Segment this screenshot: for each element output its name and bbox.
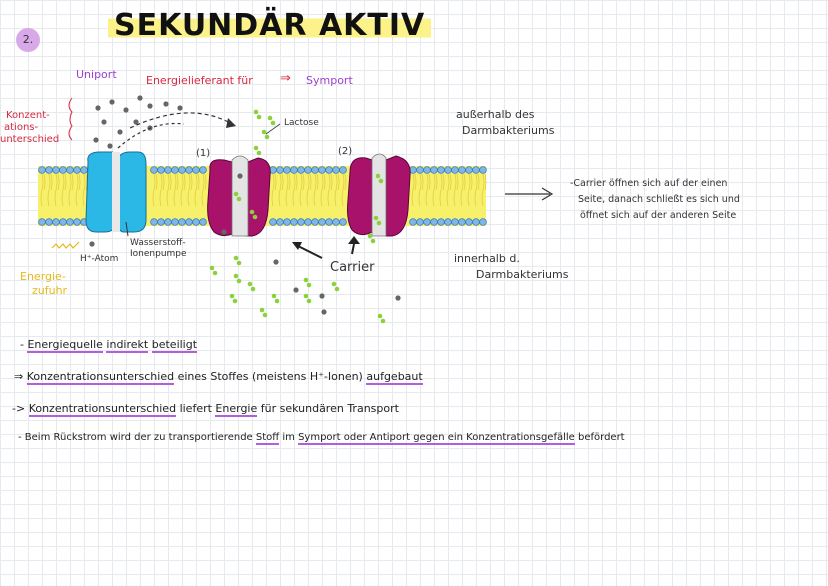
energielieferant-label: Energielieferant für bbox=[146, 74, 253, 87]
lactose-molecule bbox=[304, 294, 309, 299]
phospholipid-head bbox=[165, 167, 172, 174]
note-3-d: für sekundären Transport bbox=[260, 402, 399, 415]
phospholipid-head bbox=[417, 167, 424, 174]
right-arrow bbox=[505, 188, 552, 200]
phospholipid-head bbox=[39, 219, 46, 226]
konzentration-label-2: ations- bbox=[4, 122, 39, 133]
lactose-molecule bbox=[250, 210, 255, 215]
note-2-c: aufgebaut bbox=[366, 370, 423, 383]
lactose-label-pointer bbox=[266, 124, 280, 134]
phospholipid-head bbox=[438, 167, 445, 174]
phospholipid-head bbox=[319, 219, 326, 226]
lactose-molecule bbox=[237, 197, 242, 202]
hydrogen-ion bbox=[133, 119, 138, 124]
phospholipid-head bbox=[466, 219, 473, 226]
hydrogen-ion bbox=[319, 293, 324, 298]
phospholipid-head bbox=[81, 167, 88, 174]
lactose-molecule bbox=[237, 261, 242, 266]
phospholipid-head bbox=[284, 167, 291, 174]
symport-label: Symport bbox=[306, 74, 353, 87]
note-1-c: beteiligt bbox=[151, 338, 198, 351]
lactose-molecule bbox=[268, 116, 273, 121]
phospholipid-head bbox=[67, 167, 74, 174]
note-3-prefix: -> bbox=[12, 402, 26, 415]
hydrogen-ion bbox=[95, 105, 100, 110]
hydrogen-ion bbox=[273, 259, 278, 264]
lactose-molecule bbox=[257, 115, 262, 120]
lactose-molecule bbox=[234, 192, 239, 197]
phospholipid-head bbox=[438, 219, 445, 226]
lactose-molecule bbox=[253, 215, 258, 220]
hydrogen-ion bbox=[237, 173, 242, 178]
lactose-molecule bbox=[307, 283, 312, 288]
arc-arrow-head bbox=[226, 118, 236, 128]
hydrogen-ion bbox=[293, 287, 298, 292]
lactose-molecule bbox=[234, 274, 239, 279]
note-4-e: befördert bbox=[578, 432, 625, 443]
phospholipid-head bbox=[277, 167, 284, 174]
hydrogen-ion bbox=[163, 101, 168, 106]
phospholipid-head bbox=[417, 219, 424, 226]
phospholipid-head bbox=[53, 167, 60, 174]
lactose-molecule bbox=[378, 314, 383, 319]
note-line-3 bbox=[12, 402, 399, 415]
section-number-badge: 2. bbox=[16, 28, 40, 52]
phospholipid-head bbox=[312, 167, 319, 174]
phospholipid-head bbox=[305, 167, 312, 174]
note-line-4 bbox=[18, 432, 625, 443]
h-atom-label: H⁺-Atom bbox=[80, 254, 119, 264]
phospholipid-head bbox=[172, 219, 179, 226]
phospholipid-head bbox=[46, 219, 53, 226]
phospholipid-head bbox=[193, 167, 200, 174]
phospholipid-head bbox=[200, 219, 207, 226]
phospholipid-head bbox=[326, 219, 333, 226]
lactose-molecule bbox=[260, 308, 265, 313]
pump-label-2: Ionenpumpe bbox=[130, 249, 187, 259]
phospholipid-head bbox=[340, 167, 347, 174]
konzentration-label-1: Konzent- bbox=[6, 110, 50, 121]
note-line-2 bbox=[14, 370, 423, 383]
note-line-1 bbox=[20, 338, 197, 351]
lactose-molecule bbox=[251, 287, 256, 292]
hydrogen-ion bbox=[221, 229, 226, 234]
carrier-1 bbox=[208, 156, 271, 236]
phospholipid-head bbox=[53, 219, 60, 226]
phospholipid-head bbox=[431, 167, 438, 174]
note-2-a: Konzentrationsunterschied bbox=[26, 370, 175, 383]
lactose-molecule bbox=[254, 146, 259, 151]
lactose-molecule bbox=[254, 110, 259, 115]
note-4-b: Stoff bbox=[255, 432, 280, 443]
phospholipid-head bbox=[305, 219, 312, 226]
lactose-molecule bbox=[257, 151, 262, 156]
lactose-molecule bbox=[376, 174, 381, 179]
lactose-molecule bbox=[272, 294, 277, 299]
note-4-c: im bbox=[282, 432, 295, 443]
carrier-arrow-1 bbox=[298, 246, 322, 258]
phospholipid-head bbox=[158, 167, 165, 174]
phospholipid-head bbox=[270, 219, 277, 226]
lactose-molecule bbox=[263, 313, 268, 318]
phospholipid-head bbox=[291, 167, 298, 174]
phospholipid-head bbox=[473, 167, 480, 174]
konzentration-label-3: unterschied bbox=[0, 134, 60, 145]
hydrogen-ion bbox=[177, 105, 182, 110]
outside-label-1: außerhalb des bbox=[456, 108, 535, 121]
phospholipid-head bbox=[319, 167, 326, 174]
inside-label-2: Darmbakteriums bbox=[476, 268, 569, 281]
note-3-c: Energie bbox=[215, 402, 258, 415]
lactose-molecule bbox=[304, 278, 309, 283]
phospholipid-head bbox=[200, 167, 207, 174]
lactose-molecule bbox=[307, 299, 312, 304]
phospholipid-head bbox=[298, 219, 305, 226]
phospholipid-head bbox=[277, 219, 284, 226]
hydrogen-ion bbox=[137, 95, 142, 100]
lactose-label: Lactose bbox=[284, 118, 319, 128]
hydrogen-ion bbox=[107, 143, 112, 148]
carrier-note-line-2: Seite, danach schließt es sich und bbox=[578, 194, 740, 205]
note-2-prefix: ⇒ bbox=[14, 370, 24, 383]
phospholipid-head bbox=[459, 219, 466, 226]
pump-label-1: Wasserstoff- bbox=[130, 238, 186, 248]
phospholipid-head bbox=[186, 167, 193, 174]
lactose-molecule bbox=[210, 266, 215, 271]
phospholipid-head bbox=[480, 219, 487, 226]
phospholipid-head bbox=[466, 167, 473, 174]
phospholipid-head bbox=[158, 219, 165, 226]
lactose-molecule bbox=[368, 234, 373, 239]
lactose-molecule bbox=[374, 216, 379, 221]
phospholipid-head bbox=[480, 167, 487, 174]
lactose-molecule bbox=[379, 179, 384, 184]
phospholipid-head bbox=[452, 167, 459, 174]
hydrogen-ion bbox=[395, 295, 400, 300]
energy-supply-label-2: zufuhr bbox=[32, 284, 68, 297]
phospholipid-head bbox=[298, 167, 305, 174]
phospholipid-head bbox=[445, 219, 452, 226]
phospholipid-head bbox=[60, 219, 67, 226]
lactose-molecule bbox=[332, 282, 337, 287]
note-2-b: eines Stoffes (meistens H⁺-Ionen) bbox=[177, 370, 363, 383]
bracket-konzentration bbox=[69, 98, 72, 140]
lactose-molecule bbox=[371, 239, 376, 244]
lactose-molecule bbox=[271, 121, 276, 126]
phospholipid-head bbox=[312, 219, 319, 226]
carrier-note-line-3: öffnet sich auf der anderen Seite bbox=[580, 210, 737, 221]
phospholipid-head bbox=[410, 219, 417, 226]
lactose-molecule bbox=[377, 221, 382, 226]
hydrogen-ion bbox=[147, 103, 152, 108]
note-3-b: liefert bbox=[179, 402, 212, 415]
hydrogen-ion bbox=[101, 119, 106, 124]
energy-supply-label-1: Energie- bbox=[20, 270, 66, 283]
page-title: SEKUNDÄR AKTIV bbox=[108, 8, 431, 43]
phospholipid-head bbox=[172, 167, 179, 174]
note-4-a: Beim Rückstrom wird der zu transportierende bbox=[24, 432, 253, 443]
phospholipid-head bbox=[193, 219, 200, 226]
phospholipid-head bbox=[333, 167, 340, 174]
symport-arc-arrow bbox=[130, 113, 232, 128]
lactose-molecule bbox=[262, 130, 267, 135]
phospholipid-head bbox=[151, 219, 158, 226]
note-1-b: indirekt bbox=[106, 338, 149, 351]
hydrogen-ion bbox=[89, 241, 94, 246]
hydrogen-ion-pump bbox=[86, 152, 146, 232]
lactose-molecule bbox=[381, 319, 386, 324]
phospholipid-head bbox=[459, 167, 466, 174]
lactose-molecule bbox=[248, 282, 253, 287]
carrier-arrow-2 bbox=[352, 244, 354, 254]
phospholipid-head bbox=[179, 219, 186, 226]
carrier-number-2: (2) bbox=[338, 146, 353, 157]
note-1-prefix: - bbox=[20, 338, 24, 351]
phospholipid-head bbox=[74, 219, 81, 226]
uniport-label: Uniport bbox=[76, 68, 117, 81]
note-4-d: Symport oder Antiport gegen ein Konzentrationsgefälle bbox=[298, 432, 575, 443]
phospholipid-head bbox=[186, 219, 193, 226]
lactose-molecule bbox=[234, 256, 239, 261]
hydrogen-ion bbox=[109, 99, 114, 104]
double-arrow-icon: ⇒ bbox=[280, 71, 291, 86]
lactose-molecule bbox=[233, 299, 238, 304]
phospholipid-head bbox=[179, 167, 186, 174]
carrier-label: Carrier bbox=[330, 260, 375, 275]
phospholipid-head bbox=[333, 219, 340, 226]
carrier-note-line-1: -Carrier öffnen sich auf der einen bbox=[570, 178, 728, 189]
phospholipid-head bbox=[431, 219, 438, 226]
hydrogen-ion bbox=[117, 129, 122, 134]
carrier-number-1: (1) bbox=[196, 148, 211, 159]
note-1-a: Energiequelle bbox=[27, 338, 103, 351]
lactose-molecule bbox=[275, 299, 280, 304]
phospholipid-head bbox=[74, 167, 81, 174]
phospholipid-head bbox=[291, 219, 298, 226]
lactose-molecule bbox=[335, 287, 340, 292]
lactose-molecule bbox=[230, 294, 235, 299]
hydrogen-ion bbox=[321, 309, 326, 314]
lactose-molecule bbox=[213, 271, 218, 276]
phospholipid-head bbox=[452, 219, 459, 226]
phospholipid-head bbox=[473, 219, 480, 226]
phospholipid-head bbox=[60, 167, 67, 174]
outside-label-2: Darmbakteriums bbox=[462, 124, 555, 137]
phospholipid-head bbox=[165, 219, 172, 226]
phospholipid-head bbox=[284, 219, 291, 226]
phospholipid-head bbox=[424, 167, 431, 174]
hydrogen-ion bbox=[93, 137, 98, 142]
lactose-molecule bbox=[265, 135, 270, 140]
energie-wave bbox=[52, 242, 79, 248]
phospholipid-head bbox=[326, 167, 333, 174]
note-4-prefix: - bbox=[18, 432, 22, 443]
phospholipid-head bbox=[67, 219, 74, 226]
phospholipid-head bbox=[151, 167, 158, 174]
phospholipid-head bbox=[340, 219, 347, 226]
phospholipid-head bbox=[39, 167, 46, 174]
phospholipid-head bbox=[445, 167, 452, 174]
phospholipid-head bbox=[46, 167, 53, 174]
phospholipid-head bbox=[424, 219, 431, 226]
lactose-molecule bbox=[237, 279, 242, 284]
hydrogen-ion bbox=[123, 107, 128, 112]
inside-label-1: innerhalb d. bbox=[454, 252, 520, 265]
note-3-a: Konzentrationsunterschied bbox=[28, 402, 177, 415]
